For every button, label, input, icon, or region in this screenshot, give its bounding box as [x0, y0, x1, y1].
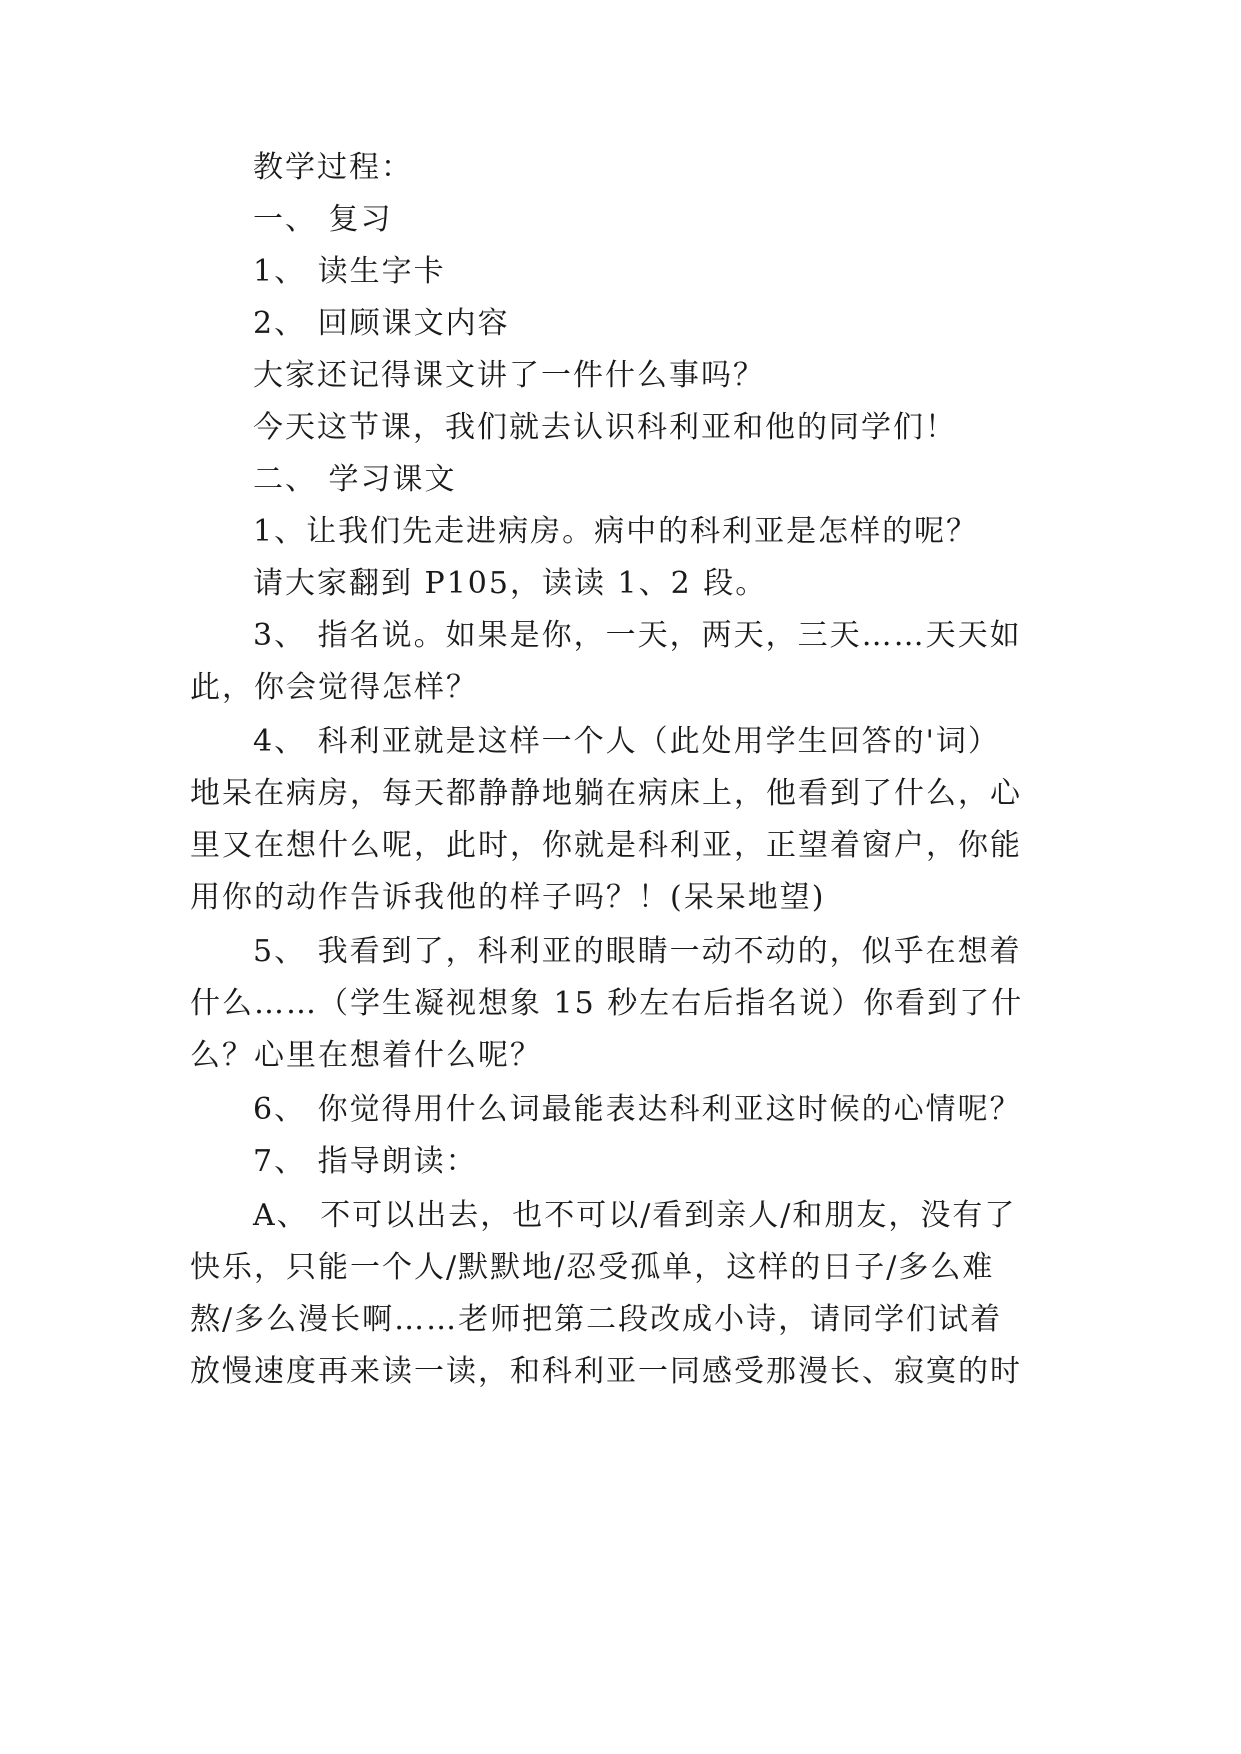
- heading-teaching-process: 教学过程：: [253, 150, 413, 185]
- list-item: 1、 读生字卡: [253, 254, 446, 289]
- list-item: 7、 指导朗读：: [253, 1144, 478, 1179]
- list-item: 1、让我们先走进病房。病中的科利亚是怎样的呢？: [253, 514, 979, 549]
- section-study-text: 二、 学习课文: [253, 462, 457, 497]
- list-item: 2、 回顾课文内容: [253, 306, 510, 341]
- list-item: 3、 指名说。如果是你，一天，两天，三天……天天如: [253, 618, 1022, 653]
- paragraph-line: 用你的动作告诉我他的样子吗？！(呆呆地望): [190, 880, 826, 915]
- paragraph-line: 什么……（学生凝视想象 15 秒左右后指名说）你看到了什: [190, 986, 1024, 1021]
- paragraph-line: 里又在想什么呢，此时，你就是科利亚，正望着窗户，你能: [190, 828, 1022, 863]
- list-item: A、 不可以出去，也不可以/看到亲人/和朋友，没有了: [253, 1198, 1017, 1233]
- paragraph-line: 地呆在病房，每天都静静地躺在病床上，他看到了什么，心: [190, 776, 1022, 811]
- paragraph-line: 今天这节课，我们就去认识科利亚和他的同学们！: [253, 410, 957, 445]
- section-review: 一、 复习: [253, 202, 393, 237]
- paragraph-line: 此，你会觉得怎样？: [190, 670, 478, 705]
- list-item: 5、 我看到了，科利亚的眼睛一动不动的，似乎在想着: [253, 934, 1022, 969]
- paragraph-line: 快乐，只能一个人/默默地/忍受孤单，这样的日子/多么难: [190, 1250, 995, 1285]
- paragraph-line: 请大家翻到 P105，读读 1、2 段。: [253, 566, 768, 601]
- list-item: 6、 你觉得用什么词最能表达科利亚这时候的心情呢？: [253, 1092, 1022, 1127]
- paragraph-line: 熬/多么漫长啊……老师把第二段改成小诗，请同学们试着: [190, 1302, 1003, 1337]
- paragraph-line: 放慢速度再来读一读，和科利亚一同感受那漫长、寂寞的时: [190, 1354, 1022, 1389]
- paragraph-line: 大家还记得课文讲了一件什么事吗？: [253, 358, 765, 393]
- list-item: 4、 科利亚就是这样一个人（此处用学生回答的'词）: [253, 724, 1000, 759]
- paragraph-line: 么？心里在想着什么呢？: [190, 1038, 542, 1073]
